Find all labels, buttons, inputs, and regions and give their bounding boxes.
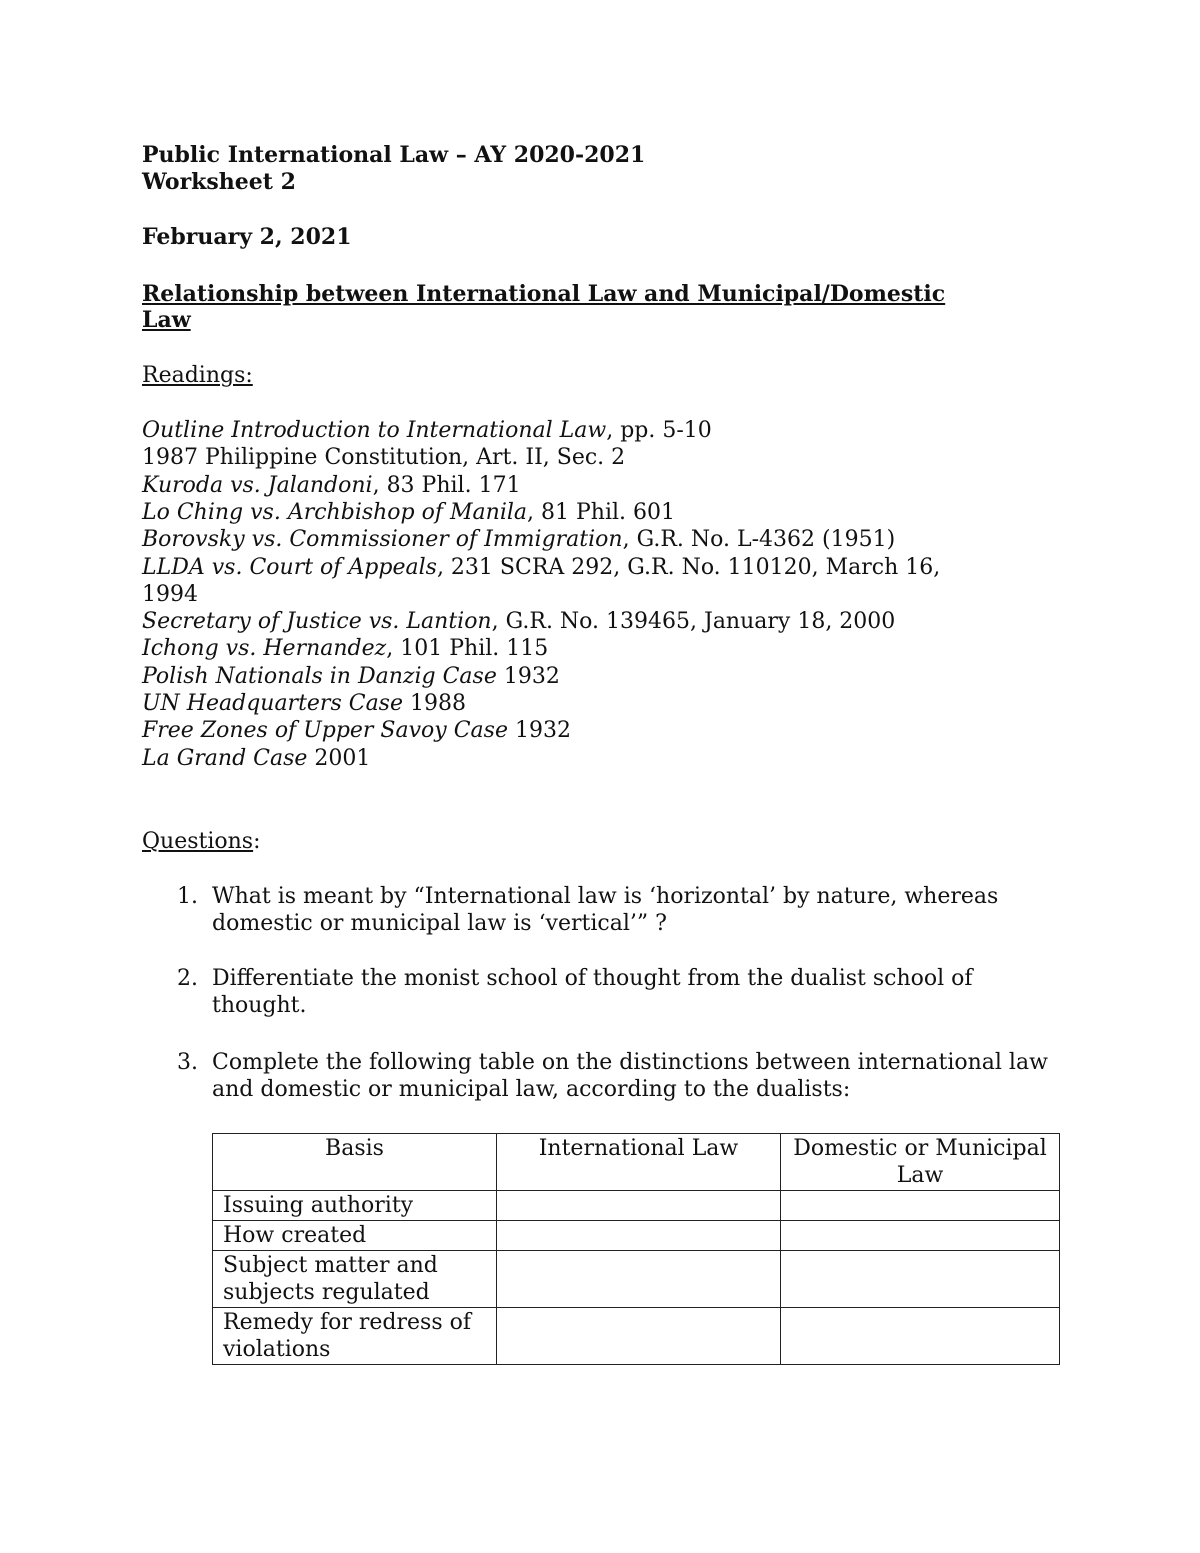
- reading-citation: , 81 Phil. 601: [527, 499, 676, 525]
- reading-citation: 1932: [496, 663, 560, 689]
- table-cell-domestic[interactable]: [781, 1221, 1060, 1251]
- reading-item: [142, 582, 198, 608]
- table-header-cell: Domestic or Municipal Law: [781, 1134, 1060, 1191]
- reading-citation: 1988: [403, 691, 466, 716]
- reading-item: [142, 473, 521, 499]
- reading-title: Free Zones of Upper Savoy Case: [142, 718, 508, 744]
- reading-item: [142, 609, 895, 635]
- topic-heading-line1: Relationship between International Law and Municipal/Domestic: [142, 281, 946, 307]
- reading-citation: 1987 Philippine Constitution, Art. II, Sec. 2: [142, 445, 626, 471]
- table-cell-international[interactable]: [497, 1191, 781, 1221]
- reading-item: [142, 445, 625, 471]
- reading-item: [142, 636, 548, 662]
- questions-heading: [142, 829, 261, 855]
- reading-citation: , 231 SCRA 292, G.R. No. 110120, March 16,: [436, 554, 941, 580]
- reading-citation: 2001: [307, 745, 371, 771]
- distinctions-table: [212, 1133, 1060, 1365]
- readings-heading: Readings:: [142, 363, 253, 388]
- reading-citation: , G.R. No. 139465, January 18, 2000: [491, 609, 896, 635]
- reading-title: Borovsky vs. Commissioner of Immigration: [142, 527, 623, 553]
- reading-title: LLDA vs. Court of Appeals: [142, 554, 437, 580]
- table-cell-domestic[interactable]: [781, 1308, 1060, 1365]
- reading-item: [142, 418, 712, 444]
- table-row: [213, 1191, 1060, 1221]
- table-row: [213, 1308, 1060, 1365]
- table-cell-international[interactable]: [497, 1251, 781, 1308]
- reading-title: La Grand Case: [142, 745, 308, 771]
- reading-citation: , 101 Phil. 115: [386, 636, 549, 662]
- worksheet-label: Worksheet 2: [142, 169, 296, 195]
- questions-heading-label: Questions: [142, 829, 254, 854]
- question-text: Complete the following table on the distinctions between international law and domestic or municipal law, according to the dualists:: [212, 1050, 1048, 1102]
- reading-title: Ichong vs. Hernandez: [142, 636, 387, 662]
- reading-citation: , 83 Phil. 171: [372, 472, 521, 498]
- questions-heading-colon: :: [253, 829, 261, 854]
- document-date: February 2, 2021: [142, 224, 352, 250]
- reading-title: Lo Ching vs. Archbishop of Manila: [142, 499, 528, 525]
- table-basis-cell: How created: [213, 1221, 497, 1251]
- table-row: [213, 1221, 1060, 1251]
- reading-title: Outline Introduction to International Law: [142, 418, 607, 443]
- document-title: Public International Law – AY 2020-2021: [142, 142, 646, 168]
- reading-title: UN Headquarters Case: [142, 691, 403, 716]
- question-text: Differentiate the monist school of thought from the dualist school of thought.: [212, 966, 973, 1018]
- reading-item: [142, 718, 571, 744]
- table-cell-international[interactable]: [497, 1221, 781, 1251]
- question-number: 1.: [177, 884, 198, 909]
- table-row: [213, 1251, 1060, 1308]
- reading-item: [142, 746, 370, 772]
- table-header-cell: Basis: [213, 1134, 497, 1191]
- reading-title: Secretary of Justice vs. Lantion: [142, 609, 492, 635]
- reading-citation: , G.R. No. L-4362 (1951): [622, 527, 896, 553]
- reading-item: [142, 555, 940, 581]
- reading-citation: , pp. 5-10: [606, 418, 712, 443]
- reading-item: [142, 527, 895, 553]
- table-cell-international[interactable]: [497, 1308, 781, 1365]
- table-header-cell: International Law: [497, 1134, 781, 1191]
- reading-citation: 1932: [507, 718, 571, 744]
- reading-item: [142, 500, 675, 526]
- table-basis-cell: Subject matter and subjects regulated: [213, 1251, 497, 1308]
- question-text: What is meant by “International law is ‘horizontal’ by nature, whereas domestic or municipal law is ‘vertical’” ?: [212, 884, 999, 936]
- question-number: 3.: [177, 1050, 198, 1075]
- reading-title: Polish Nationals in Danzig Case: [142, 663, 497, 689]
- reading-item: [142, 664, 560, 690]
- reading-title: Kuroda vs. Jalandoni: [142, 472, 373, 498]
- table-header-row: [213, 1134, 1060, 1191]
- table-basis-cell: Issuing authority: [213, 1191, 497, 1221]
- table-cell-domestic[interactable]: [781, 1251, 1060, 1308]
- question-number: 2.: [177, 966, 198, 991]
- reading-citation: 1994: [142, 581, 198, 607]
- reading-item: [142, 691, 466, 717]
- topic-heading-line2: Law: [142, 307, 191, 333]
- table-cell-domestic[interactable]: [781, 1191, 1060, 1221]
- table-basis-cell: Remedy for redress of violations: [213, 1308, 497, 1365]
